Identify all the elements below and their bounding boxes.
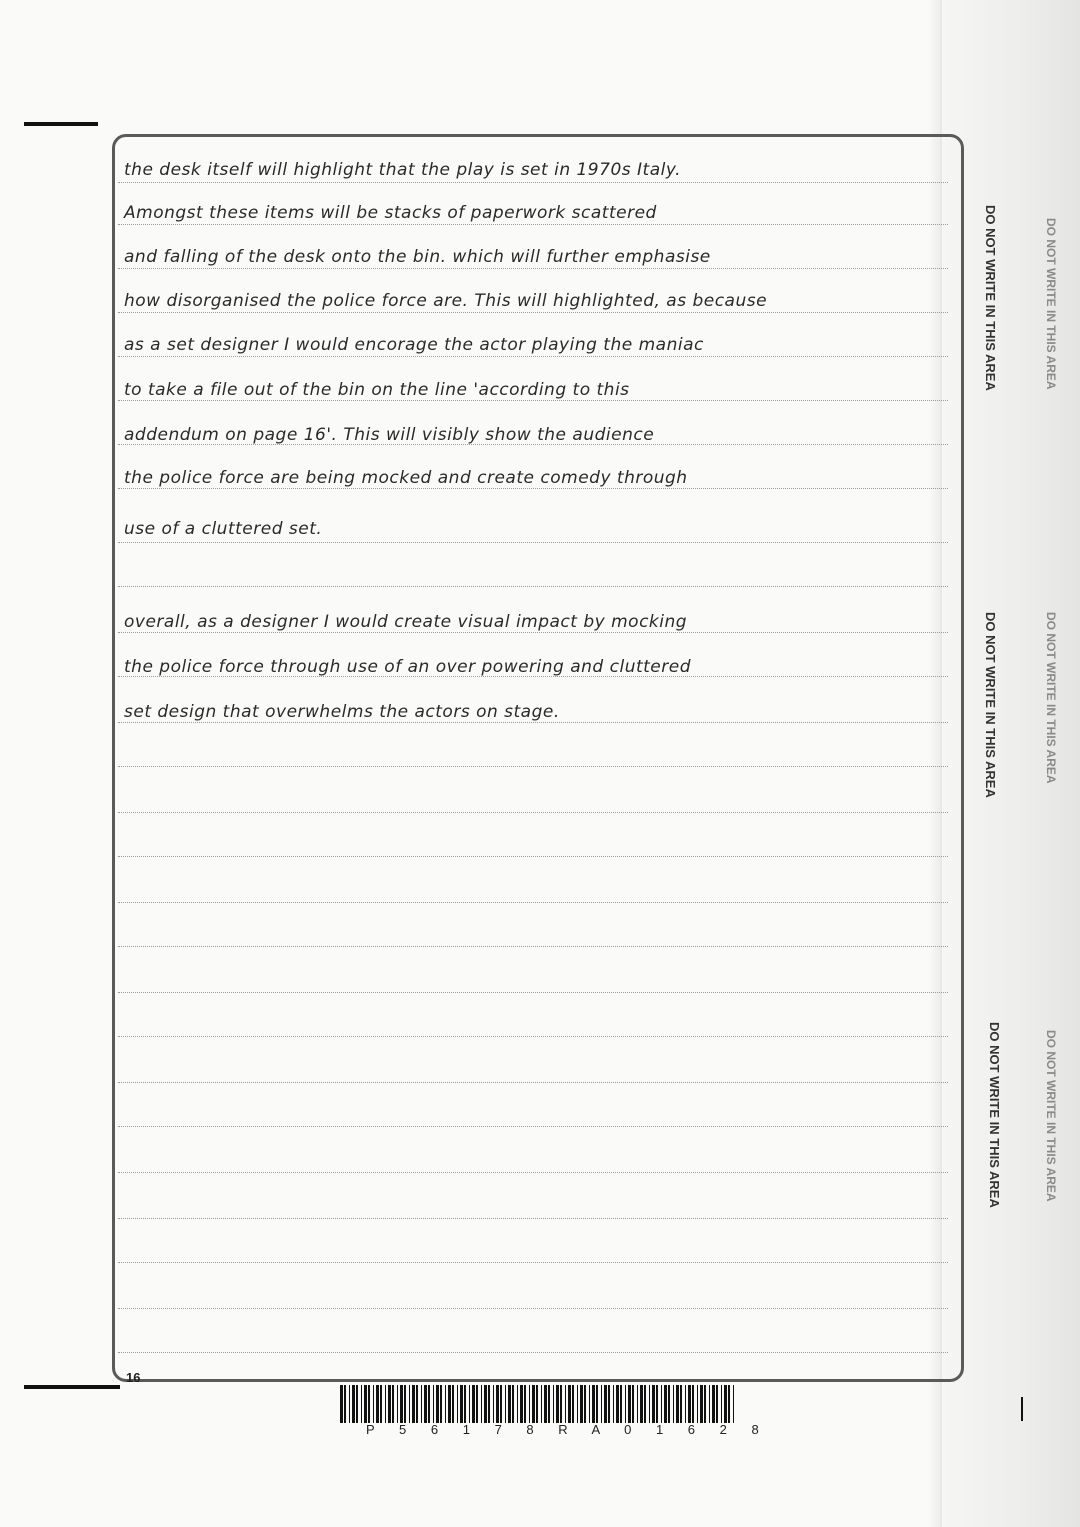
margin-notice-2: DO NOT WRITE IN THIS AREA xyxy=(983,612,998,798)
handwritten-line: Amongst these items will be stacks of paperwork scattered xyxy=(124,203,657,223)
edge-mark-top xyxy=(24,122,98,126)
handwritten-line: use of a cluttered set. xyxy=(124,519,323,539)
answer-box xyxy=(112,134,964,1382)
scan-mark xyxy=(1021,1397,1023,1421)
margin-notice-1: DO NOT WRITE IN THIS AREA xyxy=(983,205,998,391)
barcode xyxy=(340,1385,740,1423)
margin-notice-3: DO NOT WRITE IN THIS AREA xyxy=(987,1022,1002,1208)
margin-notice-6: DO NOT WRITE IN THIS AREA xyxy=(1044,1030,1058,1202)
handwritten-line: overall, as a designer I would create visual impact by mocking xyxy=(124,612,688,632)
handwritten-line: how disorganised the police force are. This will highlighted, as because xyxy=(124,291,768,311)
margin-notice-5: DO NOT WRITE IN THIS AREA xyxy=(1044,612,1058,784)
handwritten-line: as a set designer I would encorage the actor playing the maniac xyxy=(124,335,704,355)
edge-mark-bottom xyxy=(24,1385,120,1389)
handwritten-line: and falling of the desk onto the bin. which will further emphasise xyxy=(124,247,711,267)
margin-notice-4: DO NOT WRITE IN THIS AREA xyxy=(1044,218,1058,390)
handwritten-line: the police force through use of an over powering and cluttered xyxy=(124,657,691,677)
handwritten-line: set design that overwhelms the actors on stage. xyxy=(124,702,560,722)
page-number: 16 xyxy=(126,1370,141,1385)
handwritten-line: the desk itself will highlight that the play is set in 1970s Italy. xyxy=(124,160,681,180)
handwritten-line: the police force are being mocked and create comedy through xyxy=(124,468,688,488)
barcode-number: P 5 6 1 7 8 R A 0 1 6 2 8 xyxy=(366,1422,770,1437)
handwritten-line: addendum on page 16'. This will visibly show the audience xyxy=(124,425,655,445)
handwritten-line: to take a file out of the bin on the line 'according to this xyxy=(124,380,630,400)
